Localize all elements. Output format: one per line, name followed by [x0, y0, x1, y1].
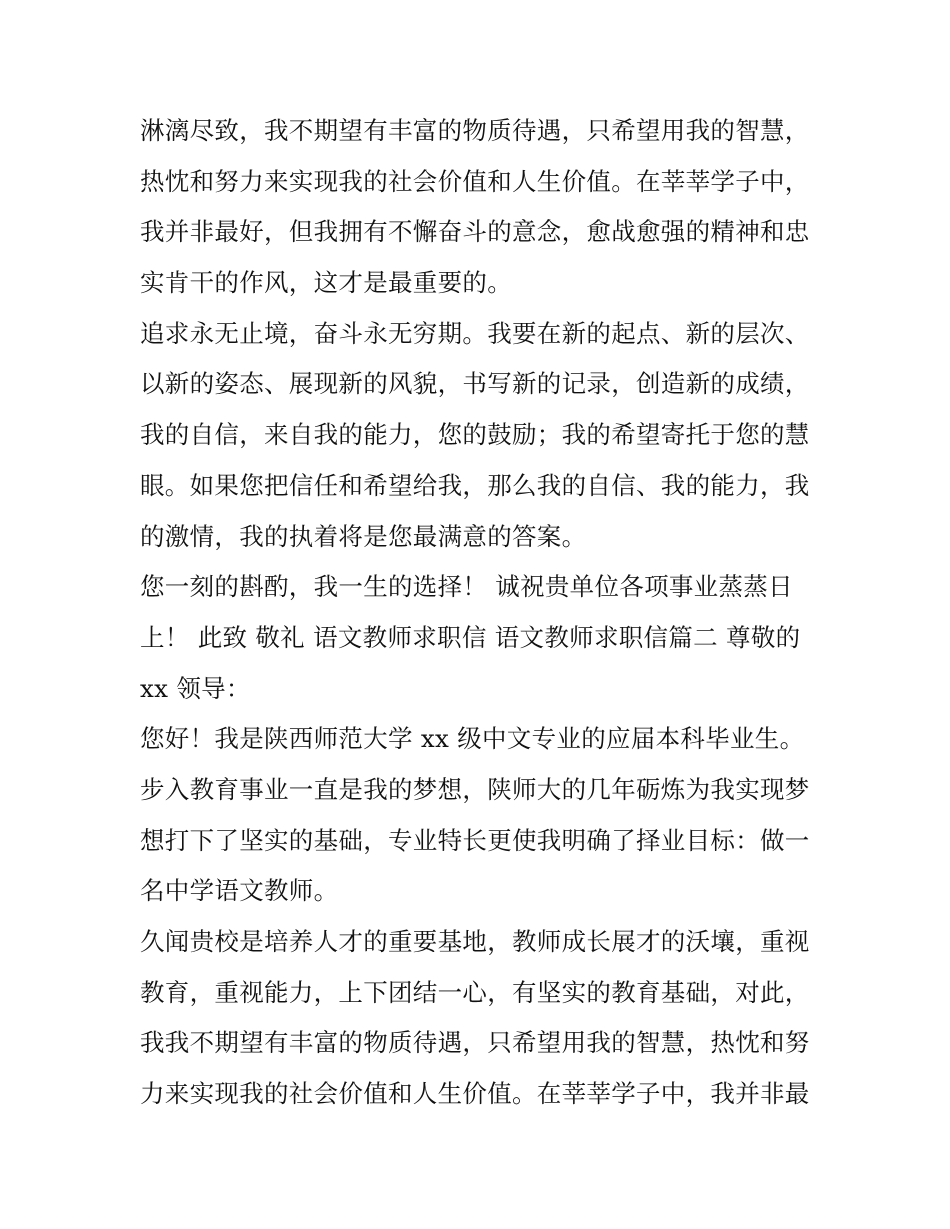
text-line: 以新的姿态、展现新的风貌，书写新的记录，创造新的成绩， [140, 369, 810, 399]
text-line: 我的自信，来自我的能力，您的鼓励；我的希望寄托于您的慧 [140, 420, 810, 450]
text-line: 实肯干的作风，这才是最重要的。 [140, 268, 512, 298]
text-line: 追求永无止境，奋斗永无穷期。我要在新的起点、新的层次、 [140, 318, 810, 348]
document-body [140, 106, 820, 1120]
text-line: 您一刻的斟酌，我一生的选择！ 诚祝贵单位各项事业蒸蒸日 [140, 572, 793, 602]
text-line: 步入教育事业一直是我的梦想，陕师大的几年砺炼为我实现梦 [140, 774, 810, 804]
text-line: 力来实现我的社会价值和人生价值。在莘莘学子中，我并非最 [140, 1079, 810, 1109]
text-line: 我我不期望有丰富的物质待遇，只希望用我的智慧，热忱和努 [140, 1028, 810, 1058]
text-line: 热忱和努力来实现我的社会价值和人生价值。在莘莘学子中， [140, 166, 810, 196]
text-line: xx 领导： [140, 673, 251, 703]
text-line: 久闻贵校是培养人才的重要基地，教师成长展才的沃壤，重视 [140, 927, 810, 956]
text-line: 您好！我是陕西师范大学 xx 级中文专业的应届本科毕业生。 [140, 724, 805, 754]
text-line: 淋漓尽致，我不期望有丰富的物质待遇，只希望用我的智慧， [140, 116, 810, 145]
text-line: 教育，重视能力，上下团结一心，有坚实的教育基础，对此， [140, 977, 810, 1007]
text-line: 想打下了坚实的基础，专业特长更使我明确了择业目标：做一 [140, 825, 810, 855]
text-line: 我并非最好，但我拥有不懈奋斗的意念，愈战愈强的精神和忠 [140, 217, 810, 247]
text-line: 眼。如果您把信任和希望给我，那么我的自信、我的能力，我 [140, 470, 810, 500]
text-line: 上！ 此致 敬礼 语文教师求职信 语文教师求职信篇二 尊敬的 [140, 622, 801, 652]
text-line: 名中学语文教师。 [140, 876, 339, 906]
text-line: 的激情，我的执着将是您最满意的答案。 [140, 521, 587, 551]
